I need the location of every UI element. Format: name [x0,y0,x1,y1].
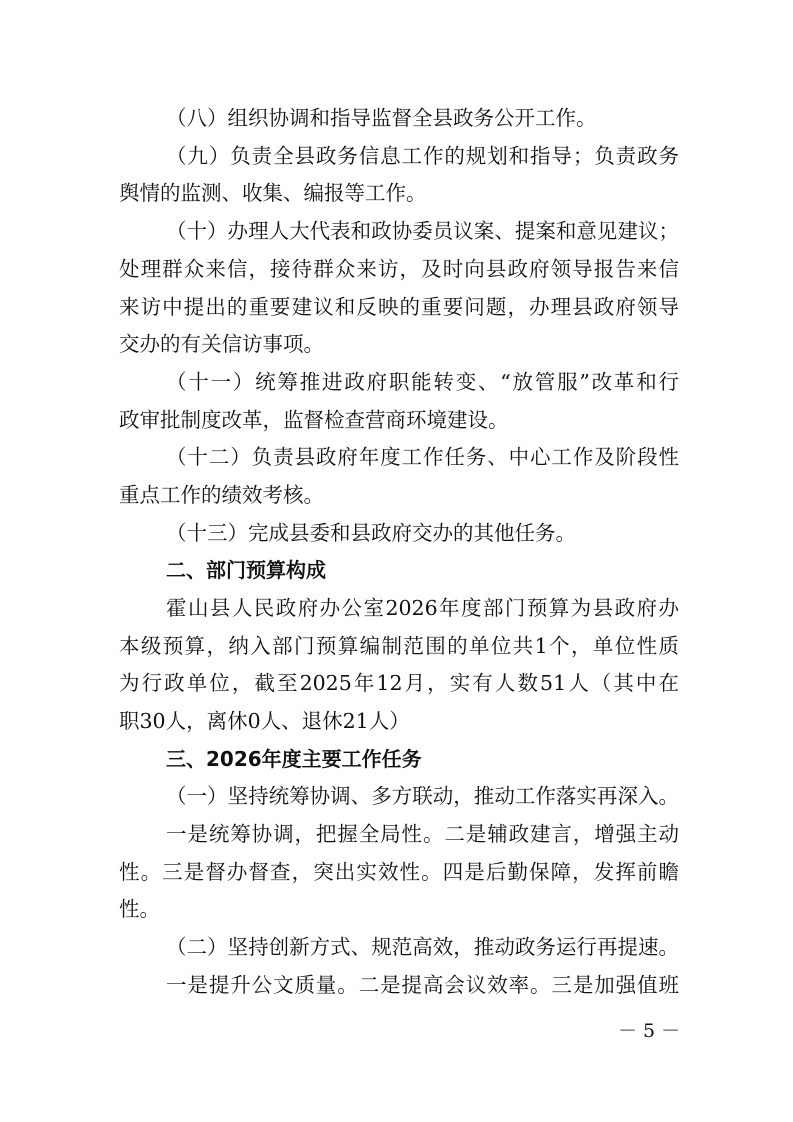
paragraph-line: （八）组织协调和指导监督全县政务公开工作。 [166,106,597,130]
paragraph-line: 舆情的监测、收集、编报等工作。 [119,181,427,205]
paragraph-line: 一是提升公文质量。二是提高会议效率。三是加强值班 [166,973,679,997]
paragraph-line: 重点工作的绩效考核。 [119,483,324,507]
paragraph-line: 一是统筹协调，把握全局性。二是辅政建言，增强主动 [166,822,679,846]
paragraph-line: 交办的有关信访事项。 [119,332,324,356]
paragraph-line: 来访中提出的重要建议和反映的重要问题，办理县政府领导 [119,295,679,319]
paragraph-line: （十）办理人大代表和政协委员议案、提案和意见建议； [166,219,679,243]
paragraph-line: 霍山县人民政府办公室2026年度部门预算为县政府办 [166,596,679,620]
paragraph-line: （十二）负责县政府年度工作任务、中心工作及阶段性 [166,445,679,469]
paragraph-line: 处理群众来信，接待群众来访，及时向县政府领导报告来信 [119,257,679,281]
paragraph-line: （十一）统筹推进政府职能转变、“放管服”改革和行 [166,370,679,394]
page-number: － 5 － [618,1020,681,1042]
paragraph-line: （十三）完成县委和县政府交办的其他任务。 [166,521,576,545]
paragraph-line: 性。三是督办督查，突出实效性。四是后勤保障，发挥前瞻 [119,860,679,884]
paragraph-line: 性。 [119,897,160,921]
paragraph-line: （一）坚持统筹协调、多方联动，推动工作落实再深入。 [166,784,679,808]
paragraph-line: （二）坚持创新方式、规范高效，推动政务运行再提速。 [166,935,679,959]
paragraph-line: （九）负责全县政务信息工作的规划和指导；负责政务 [166,144,679,168]
section-heading: 二、部门预算构成 [166,558,326,582]
section-heading: 三、2026年度主要工作任务 [166,747,422,771]
paragraph-line: 为行政单位，截至2025年12月，实有人数51人（其中在 [119,671,679,695]
paragraph-line: 职30人，离休0人、退休21人） [119,709,410,733]
paragraph-line: 本级预算，纳入部门预算编制范围的单位共1个，单位性质 [119,634,679,658]
paragraph-line: 政审批制度改革，监督检查营商环境建设。 [119,408,509,432]
